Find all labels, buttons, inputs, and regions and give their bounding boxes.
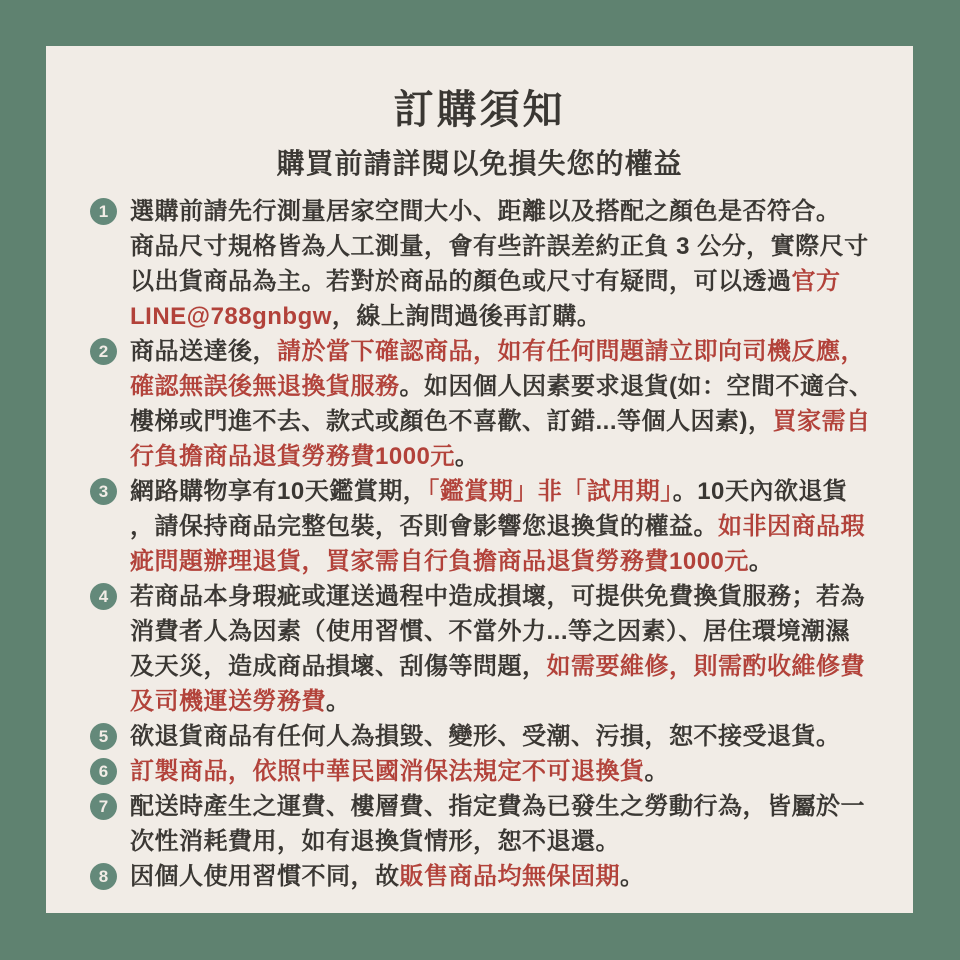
item-line: [130, 649, 865, 684]
item-number-badge: 4: [90, 583, 117, 610]
notice-panel: [46, 46, 913, 913]
text-segment: 如需要維修，則需酌收維修費: [546, 653, 865, 680]
list-item: [90, 719, 877, 754]
page-subtitle: 購買前請詳閱以免損失您的權益: [276, 148, 683, 179]
text-segment: 樓梯或門進不去、款式或顏色不喜歡、訂錯...等個人因素)，: [130, 408, 773, 435]
text-segment: 商品尺寸規格皆為人工測量，會有些許誤差約正負 3 公分，實際尺寸: [130, 233, 869, 260]
list-item: [90, 579, 877, 719]
list-item: [90, 194, 877, 334]
text-segment: 「鑑賞期」非「試用期」: [427, 478, 673, 505]
text-segment: ，線上詢問過後再訂購。: [331, 303, 602, 330]
item-number-badge: 5: [90, 723, 117, 750]
item-line: [130, 299, 869, 334]
text-segment: 如非因商品瑕: [718, 513, 865, 540]
text-segment: 。: [748, 548, 774, 575]
item-number-badge: 2: [90, 338, 117, 365]
item-number-badge: 8: [90, 863, 117, 890]
page-title: 訂購須知: [393, 88, 566, 132]
item-number-badge: 6: [90, 758, 117, 785]
text-segment: 次性消耗費用，如有退換貨情形，恕不退還。: [130, 828, 620, 855]
item-line: [130, 684, 865, 719]
notice-list: [90, 194, 877, 894]
list-item: [90, 334, 877, 474]
item-line: [130, 439, 874, 474]
text-segment: LINE@788gnbgw: [130, 303, 332, 330]
text-segment: 因個人使用習慣不同，故: [130, 863, 400, 890]
item-line: [130, 544, 865, 579]
item-line: [130, 754, 669, 789]
text-segment: ，請保持商品完整包裝，否則會影響您退換貨的權益。: [130, 513, 718, 540]
item-line: [130, 859, 645, 894]
item-line: [130, 194, 869, 229]
text-segment: 請於當下確認商品，如有任何問題請立即向司機反應，: [277, 338, 865, 365]
text-segment: 訂製商品，依照中華民國消保法規定不可退換貨: [130, 758, 645, 785]
list-item: [90, 859, 877, 894]
item-number-badge: 7: [90, 793, 117, 820]
text-segment: 若商品本身瑕疵或運送過程中造成損壞，可提供免費換貨服務；若為: [130, 583, 865, 610]
item-text-block: [130, 474, 865, 579]
item-number-badge: 1: [90, 198, 117, 225]
text-segment: 商品送達後，: [130, 338, 277, 365]
item-text-block: [130, 194, 869, 334]
text-segment: 買家需自: [772, 408, 871, 435]
text-segment: 。: [620, 863, 645, 890]
item-text-block: [130, 754, 669, 789]
text-segment: 疵問題辦理退貨，買家需自行負擔商品退貨勞務費1000元: [130, 548, 749, 575]
text-segment: 欲退貨商品有任何人為損毀、變形、受潮、污損，恕不接受退貨。: [130, 723, 841, 750]
text-segment: 販售商品均無保固期: [399, 863, 620, 890]
item-number-badge: 3: [90, 478, 117, 505]
text-segment: 消費者人為因素（使用習慣、不當外力...等之因素）、居住環境潮濕: [130, 618, 851, 645]
list-item: [90, 789, 877, 859]
item-line: [130, 719, 841, 754]
text-segment: 確認無誤後無退換貨服務: [130, 373, 400, 400]
text-segment: 。10天內欲退貨: [672, 478, 848, 505]
item-line: [130, 229, 869, 264]
item-line: [130, 579, 865, 614]
item-text-block: [130, 789, 865, 859]
list-item: [90, 754, 877, 789]
text-segment: 以出貨商品為主。若對於商品的顏色或尺寸有疑問，可以透過: [130, 268, 792, 295]
text-segment: 選購前請先行測量居家空間大小、距離以及搭配之顏色是否符合。: [130, 198, 841, 225]
text-segment: 及司機運送勞務費: [130, 688, 326, 715]
item-line: [130, 369, 874, 404]
item-line: [130, 789, 865, 824]
text-segment: 。: [326, 688, 351, 715]
item-line: [130, 614, 865, 649]
text-segment: 網路購物享有10天鑑賞期，: [130, 478, 428, 505]
item-line: [130, 474, 865, 509]
item-text-block: [130, 719, 841, 754]
item-text-block: [130, 859, 645, 894]
text-segment: 配送時產生之運費、樓層費、指定費為已發生之勞動行為，皆屬於一: [130, 793, 865, 820]
text-segment: 及天災，造成商品損壞、刮傷等問題，: [130, 653, 547, 680]
list-item: [90, 474, 877, 579]
text-segment: 官方: [791, 268, 841, 295]
item-line: [130, 334, 874, 369]
item-line: [130, 824, 865, 859]
item-line: [130, 509, 865, 544]
item-text-block: [130, 579, 865, 719]
text-segment: 。如因個人因素要求退貨(如：空間不適合、: [399, 373, 874, 400]
text-segment: 行負擔商品退貨勞務費1000元: [130, 443, 455, 470]
item-line: [130, 264, 869, 299]
item-line: [130, 404, 874, 439]
text-segment: 。: [644, 758, 669, 785]
text-segment: 。: [454, 443, 480, 470]
item-text-block: [130, 334, 874, 474]
